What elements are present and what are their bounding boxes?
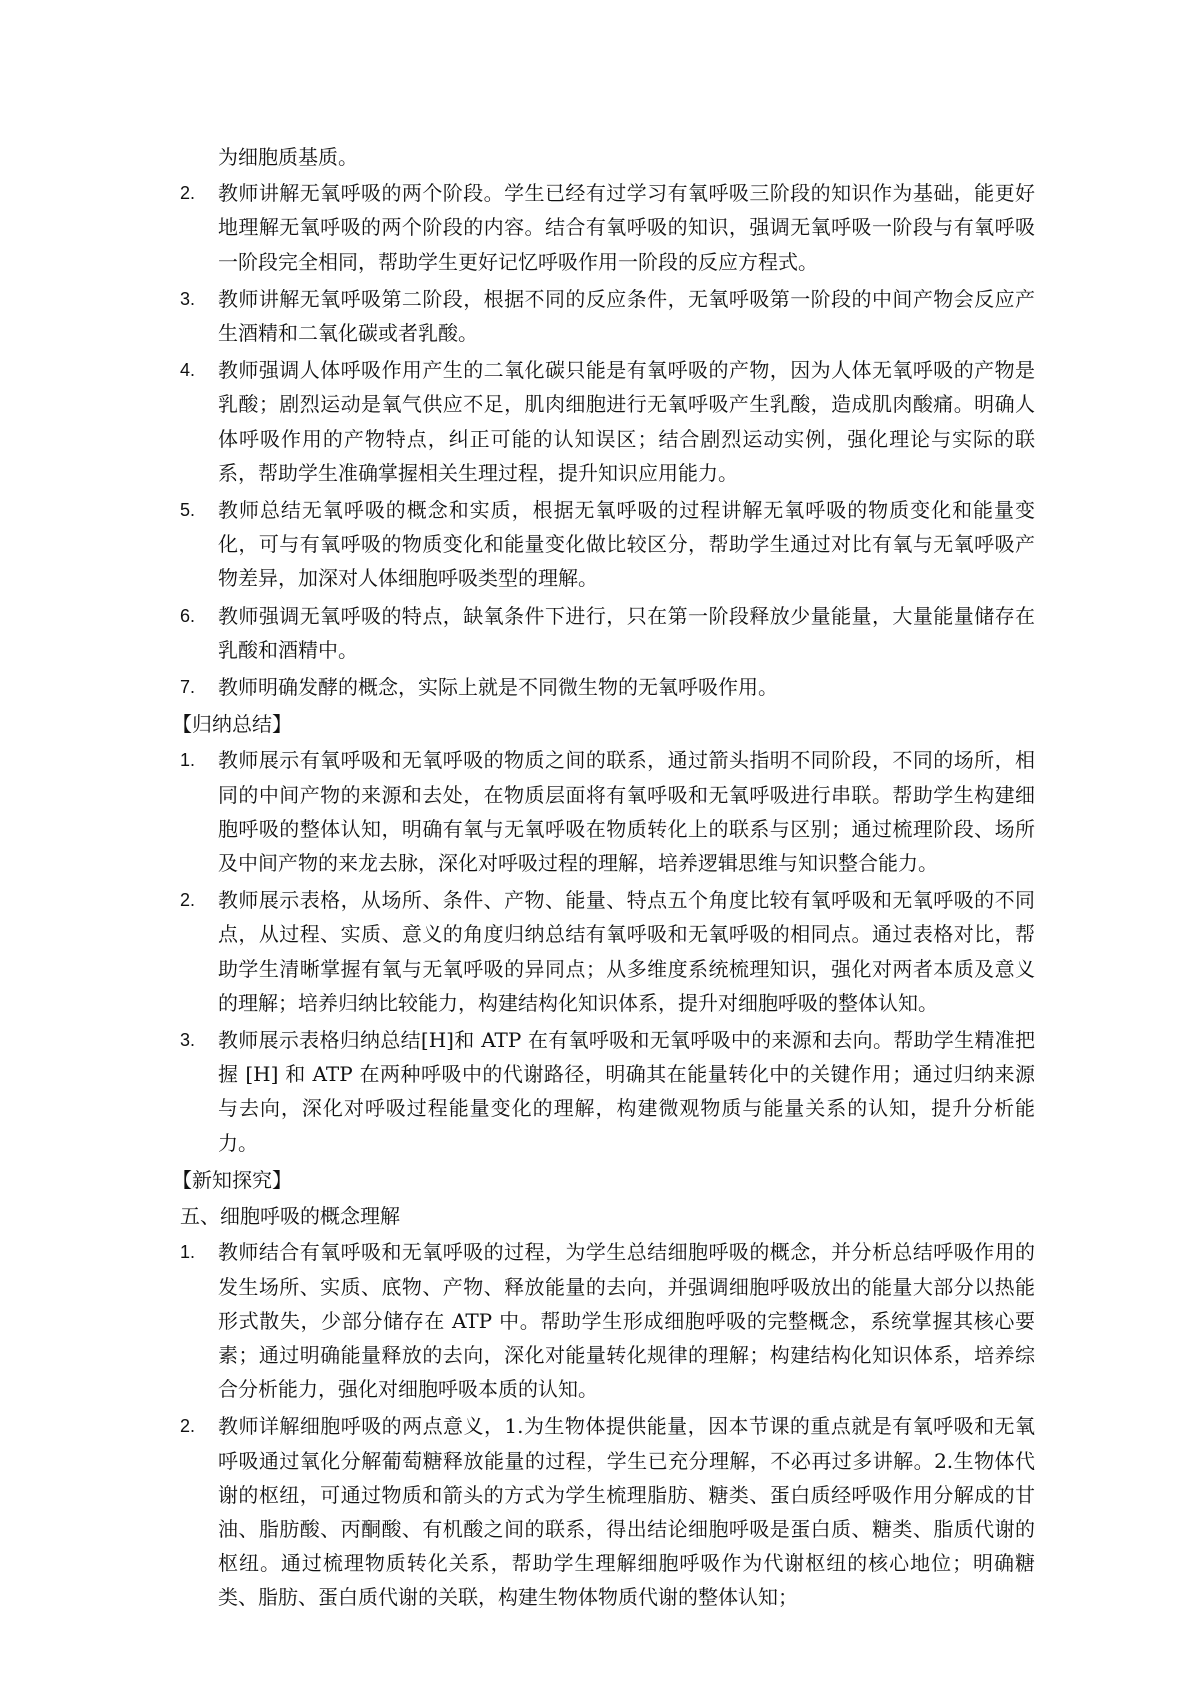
list-text: 教师展示表格归纳总结[H]和 ATP 在有氧呼吸和无氧呼吸中的来源和去向。帮助学生精准把握 [H] 和 ATP 在两种呼吸中的代谢路径，明确其在能量转化中的关键作用；通过归纳来源与去向，深化对呼吸过程能量变化的理解，构建微观物质与能量关系的认知，提升分析能力。 <box>218 1028 1035 1155</box>
anaerobic-list <box>180 176 1035 704</box>
list-number: 1. <box>180 750 196 771</box>
heading-explore: 【新知探究】 <box>172 1167 292 1192</box>
list-number: 2. <box>180 183 196 204</box>
list-item <box>180 1023 1035 1160</box>
list-number: 3. <box>180 288 196 309</box>
list-text: 教师展示表格，从场所、条件、产物、能量、特点五个角度比较有氧呼吸和无氧呼吸的不同点，从过程、实质、意义的角度归纳总结有氧呼吸和无氧呼吸的相同点。通过表格对比，帮助学生清晰掌握有氧与无氧呼吸的异同点；从多维度系统梳理知识，强化对两者本质及意义的理解；培养归纳比较能力，构建结构化知识体系，提升对细胞呼吸的整体认知。 <box>218 888 1035 1015</box>
list-number: 6. <box>180 605 196 626</box>
list-text: 教师讲解无氧呼吸第二阶段，根据不同的反应条件，无氧呼吸第一阶段的中间产物会反应产生酒精和二氧化碳或者乳酸。 <box>218 286 1035 346</box>
list-item <box>180 883 1035 1020</box>
list-number: 7. <box>180 677 196 698</box>
list-text: 教师总结无氧呼吸的概念和实质，根据无氧呼吸的过程讲解无氧呼吸的物质变化和能量变化，可与有氧呼吸的物质变化和能量变化做比较区分，帮助学生通过对比有氧与无氧呼吸产物差异，加深对人体细胞呼吸类型的理解。 <box>218 498 1035 591</box>
list-item <box>180 493 1035 596</box>
concept-list <box>180 1235 1035 1614</box>
list-item <box>180 176 1035 279</box>
heading-section-five: 五、细胞呼吸的概念理解 <box>180 1204 400 1229</box>
list-text: 教师明确发酵的概念，实际上就是不同微生物的无氧呼吸作用。 <box>218 675 778 700</box>
list-text: 教师结合有氧呼吸和无氧呼吸的过程，为学生总结细胞呼吸的概念，并分析总结呼吸作用的发生场所、实质、底物、产物、释放能量的去向，并强调细胞呼吸放出的能量大部分以热能形式散失，少部分储存在 ATP 中。帮助学生形成细胞呼吸的完整概念，系统掌握其核心要素；通过明确能量释放的去向，深化对能量转化规律的理解；构建结构化知识体系，培养综合分析能力，强化对细胞呼吸本质的认知。 <box>218 1240 1035 1402</box>
list-item <box>180 743 1035 880</box>
list-number: 5. <box>180 500 196 521</box>
list-text: 教师展示有氧呼吸和无氧呼吸的物质之间的联系，通过箭头指明不同阶段，不同的场所，相同的中间产物的来源和去处，在物质层面将有氧呼吸和无氧呼吸进行串联。帮助学生构建细胞呼吸的整体认知，明确有氧与无氧呼吸在物质转化上的联系与区别；通过梳理阶段、场所及中间产物的来龙去脉，深化对呼吸过程的理解，培养逻辑思维与知识整合能力。 <box>218 748 1035 876</box>
list-item <box>180 353 1035 490</box>
document-body <box>172 140 1035 1618</box>
summary-list <box>180 743 1035 1159</box>
list-number: 2. <box>180 890 196 911</box>
heading-summary: 【归纳总结】 <box>172 712 292 737</box>
list-text: 教师讲解无氧呼吸的两个阶段。学生已经有过学习有氧呼吸三阶段的知识作为基础，能更好地理解无氧呼吸的两个阶段的内容。结合有氧呼吸的知识，强调无氧呼吸一阶段与有氧呼吸一阶段完全相同，帮助学生更好记忆呼吸作用一阶段的反应方程式。 <box>218 181 1035 274</box>
list-item <box>180 282 1035 350</box>
list-text: 教师强调人体呼吸作用产生的二氧化碳只能是有氧呼吸的产物，因为人体无氧呼吸的产物是乳酸；剧烈运动是氧气供应不足，肌肉细胞进行无氧呼吸产生乳酸，造成肌肉酸痛。明确人体呼吸作用的产物特点，纠正可能的认知误区；结合剧烈运动实例，强化理论与实际的联系，帮助学生准确掌握相关生理过程，提升知识应用能力。 <box>218 358 1035 485</box>
list-number: 2. <box>180 1416 196 1437</box>
list-number: 1. <box>180 1242 196 1263</box>
intro-continuation: 为细胞质基质。 <box>218 145 358 169</box>
list-number: 3. <box>180 1030 196 1051</box>
list-item <box>180 670 1035 704</box>
list-text: 教师强调无氧呼吸的特点，缺氧条件下进行，只在第一阶段释放少量能量，大量能量储存在乳酸和酒精中。 <box>218 603 1035 662</box>
list-item <box>180 1235 1035 1406</box>
list-number: 4. <box>180 360 196 381</box>
list-item <box>180 1409 1035 1614</box>
list-item <box>180 599 1035 667</box>
list-text: 教师详解细胞呼吸的两点意义，1.为生物体提供能量，因本节课的重点就是有氧呼吸和无氧呼吸通过氧化分解葡萄糖释放能量的过程，学生已充分理解，不必再过多讲解。2.生物体代谢的枢纽，可通过物质和箭头的方式为学生梳理脂肪、糖类、蛋白质经呼吸作用分解成的甘油、脂肪酸、丙酮酸、有机酸之间的联系，得出结论细胞呼吸是蛋白质、糖类、脂质代谢的枢纽。通过梳理物质转化关系，帮助学生理解细胞呼吸作为代谢枢纽的核心地位；明确糖类、脂肪、蛋白质代谢的关联，构建生物体物质代谢的整体认知； <box>218 1414 1035 1610</box>
